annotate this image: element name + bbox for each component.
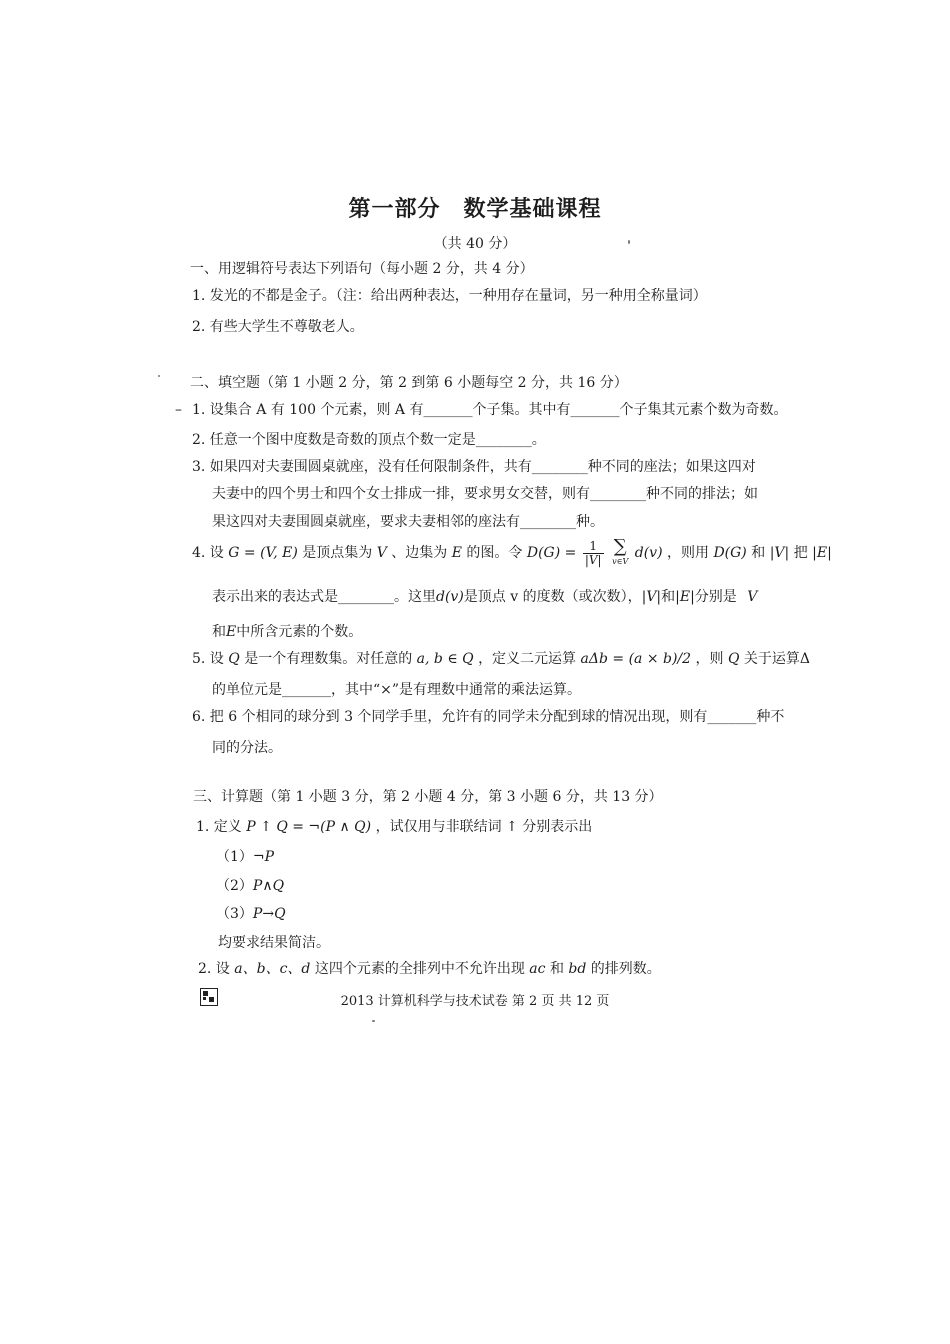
scan-speck <box>158 375 160 377</box>
section2-question5-line2: 的单位元是_______，其中“×”是有理数中通常的乘法运算。 <box>212 682 582 698</box>
section2-question6-line1: 6. 把 6 个相同的球分到 3 个同学手里，允许有的同学未分配到球的情况出现，则有_______种不 <box>192 709 785 725</box>
q4-tail2: 和 <box>751 545 766 561</box>
summation-subscript: v∈V <box>612 557 629 566</box>
scan-speck <box>372 1020 375 1022</box>
section3-heading: 三、计算题（第 1 小题 3 分，第 2 小题 4 分，第 3 小题 6 分，共 13 分） <box>193 789 663 805</box>
s3q1-sub3 <box>216 903 286 923</box>
q4-line2-a: 表示出来的表达式是________。这里 <box>212 589 436 605</box>
section2-question3-line3: 果这四对夫妻围圆桌就座，要求夫妻相邻的座法有________种。 <box>212 514 604 530</box>
s3q2-ac: ac <box>529 961 546 977</box>
s3q2-bd: bd <box>568 961 587 977</box>
q4-line2-dv: d(v) <box>436 589 464 605</box>
page-title: 第一部分 数学基础课程 <box>348 196 602 222</box>
q5-operation: aΔb = (a × b)/2 <box>580 651 692 667</box>
q5-q: Q <box>228 651 240 667</box>
section2-question1: 1. 设集合 A 有 100 个元素，则 A 有_______个子集。其中有_______个子集其元素个数为奇数。 <box>192 402 788 418</box>
q4-line2-d: 分别是 <box>694 589 737 605</box>
q4-text2: 、边集为 <box>391 545 448 561</box>
q5-a: 是一个有理数集。对任意的 <box>244 651 413 667</box>
q4-graph-def: G = (V, E) <box>228 545 298 561</box>
s3q2-prefix: 2. 设 <box>198 961 230 977</box>
q5-b: ，定义二元运算 <box>478 651 577 667</box>
s3q1-sub1 <box>216 846 274 866</box>
q4-line2-b: 是顶点 v 的度数（或次数）， <box>463 589 642 605</box>
q4-text: 是顶点集为 <box>302 545 373 561</box>
q4-tail-v: |V| <box>769 545 790 561</box>
sub3-label: （3） <box>216 906 253 922</box>
page-subtitle: （共 40 分） <box>433 236 517 252</box>
section2-question3-line2: 夫妻中的四个男士和四个女士排成一排，要求男女交替，则有________种不同的排法；如 <box>212 486 758 502</box>
page-footer: 2013 计算机科学与技术试卷 第 2 页 共 12 页 <box>340 994 610 1009</box>
section1-question1: 1. 发光的不都是金子。（注：给出两种表达，一种用存在量词，另一种用全称量词） <box>192 288 707 304</box>
q4-tail3: 把 <box>793 545 808 561</box>
q5-ab: a, b ∈ Q <box>416 651 474 667</box>
s3q2-vars: a、b、c、d <box>234 961 311 977</box>
q4-line3-e: E <box>226 624 237 640</box>
sub1-label: （1） <box>216 849 253 865</box>
q4-tail-dg: D(G) <box>713 545 747 561</box>
s3q1-sub2 <box>216 875 284 895</box>
sub2-expr: P∧Q <box>252 878 285 894</box>
section2-heading: 二、填空题（第 1 小题 2 分，第 2 到第 6 小题每空 2 分，共 16 分） <box>190 375 628 391</box>
q4-prefix: 4. 设 <box>192 545 224 561</box>
q4-fraction <box>583 540 604 567</box>
section2-question5-line1 <box>192 648 810 668</box>
q4-v: V <box>376 545 387 561</box>
s3q1-note: 均要求结果简洁。 <box>218 935 330 951</box>
q4-line2-v: |V| <box>641 589 662 605</box>
s3q2-mid: 这四个元素的全排列中不允许出现 <box>314 961 525 977</box>
section2-question6-line2: 同的分法。 <box>212 740 282 756</box>
q4-text3: 的图。令 <box>466 545 523 561</box>
s3q1-post: ，试仅用与非联结词 ↑ 分别表示出 <box>375 819 593 835</box>
q5-prefix: 5. 设 <box>192 651 224 667</box>
s3q2-and: 和 <box>549 961 564 977</box>
q4-tail-e: |E| <box>812 545 832 561</box>
section1-question2: 2. 有些大学生不尊敬老人。 <box>192 319 364 335</box>
sub2-label: （2） <box>216 878 253 894</box>
section2-question2: 2. 任意一个图中度数是奇数的顶点个数一定是________。 <box>192 432 546 448</box>
q5-d: 关于运算Δ <box>743 651 811 667</box>
q4-line3-a: 和 <box>212 624 226 640</box>
q5-q2: Q <box>727 651 740 667</box>
section3-question1 <box>196 816 592 836</box>
sub3-expr: P→Q <box>252 906 286 922</box>
section3-question2 <box>198 958 661 978</box>
section2-question4-line1 <box>192 538 832 568</box>
q4-dv: d(v) <box>634 545 663 561</box>
sub1-expr: ¬P <box>252 849 275 865</box>
section2-question4-line2 <box>212 586 757 606</box>
q4-line3-b: 中所含元素的个数。 <box>236 624 363 640</box>
fraction-denominator: |V| <box>584 552 602 567</box>
margin-mark: – <box>175 402 182 418</box>
s3q1-prefix: 1. 定义 <box>196 819 242 835</box>
s3q2-post: 的排列数。 <box>590 961 661 977</box>
q4-line2-e: |E| <box>675 589 695 605</box>
q4-tail: ，则用 <box>666 545 709 561</box>
q4-e: E <box>451 545 462 561</box>
sigma-icon: ∑ <box>613 536 627 557</box>
s3q1-definition: P ↑ Q = ¬(P ∧ Q) <box>246 819 372 835</box>
q4-summation <box>612 538 628 568</box>
scan-speck <box>628 240 630 244</box>
q4-line2-V: V <box>747 589 758 605</box>
q4-dg: D(G) = <box>526 545 577 561</box>
fraction-numerator: 1 <box>583 540 604 554</box>
q5-c: ，则 <box>695 651 724 667</box>
section2-question3-line1: 3. 如果四对夫妻围圆桌就座，没有任何限制条件，共有________种不同的座法；如果这四对 <box>192 459 756 475</box>
section1-heading: 一、用逻辑符号表达下列语句（每小题 2 分，共 4 分） <box>190 261 534 277</box>
q4-line2-c: 和 <box>661 589 676 605</box>
section2-question4-line3 <box>212 621 362 641</box>
